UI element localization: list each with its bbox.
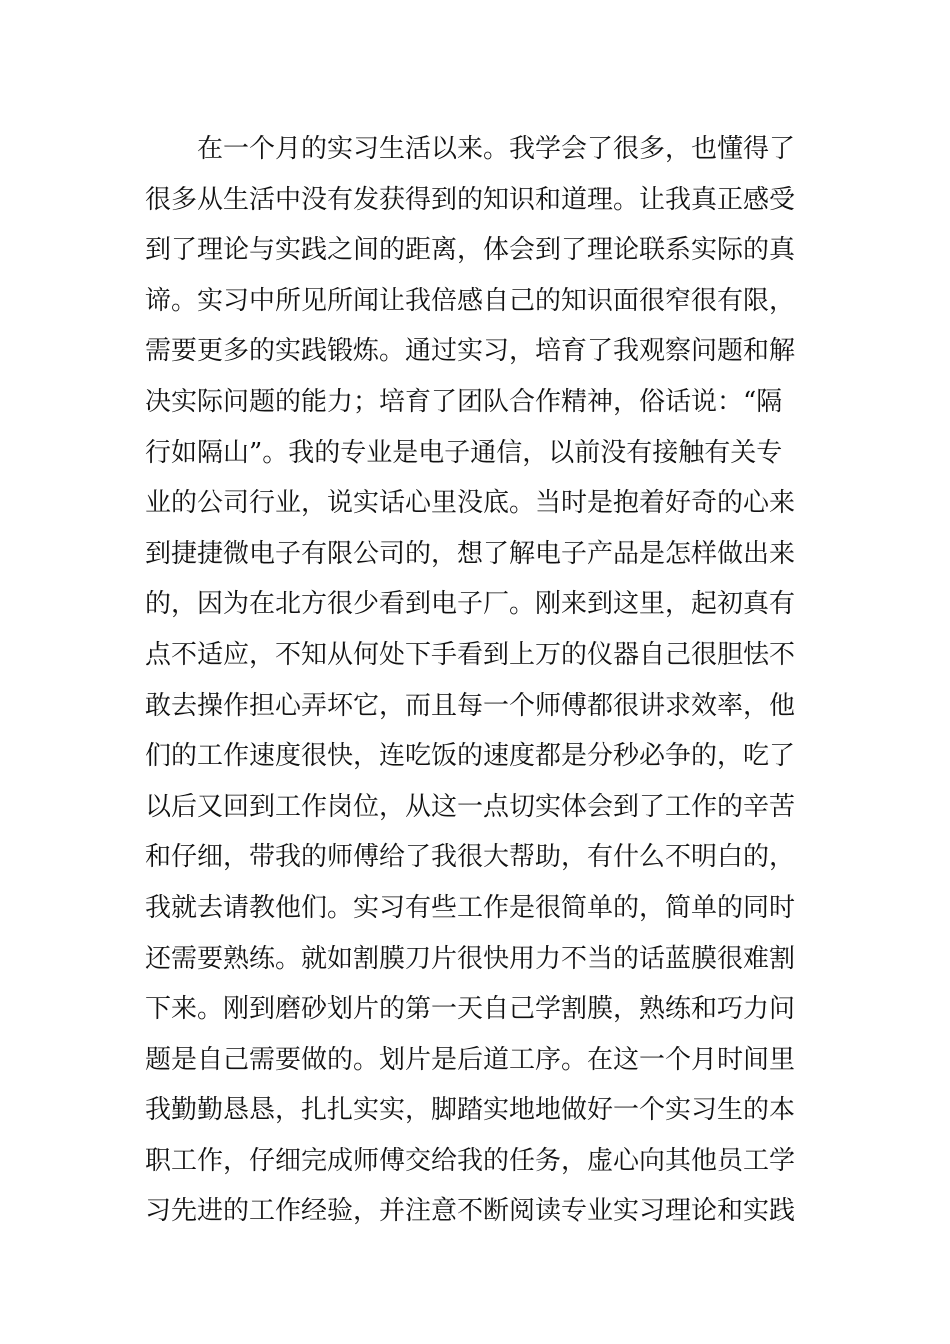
body-paragraph	[145, 124, 807, 1237]
text-line: 到捷捷微电子有限公司的，想了解电子产品是怎样做出来	[145, 538, 796, 569]
text-line: 我勤勤恳恳，扎扎实实，脚踏实地地做好一个实习生的本	[145, 1095, 796, 1126]
text-line: 敢去操作担心弄坏它，而且每一个师傅都很讲求效率，他	[145, 690, 796, 721]
text-line: 题是自己需要做的。划片是后道工序。在这一个月时间里	[145, 1044, 796, 1075]
text-line: 谛。实习中所见所闻让我倍感自己的知识面很窄很有限，	[145, 285, 796, 316]
text-line: 下来。刚到磨砂划片的第一天自己学割膜，熟练和巧力问	[145, 994, 796, 1025]
text-line: 我就去请教他们。实习有些工作是很简单的，简单的同时	[145, 892, 796, 923]
text-line: 到了理论与实践之间的距离，体会到了理论联系实际的真	[145, 235, 796, 266]
text-line: 在一个月的实习生活以来。我学会了很多，也懂得了	[197, 134, 796, 164]
text-line: 职工作，仔细完成师傅交给我的任务，虚心向其他员工学	[145, 1145, 796, 1176]
text-line: 以后又回到工作岗位，从这一点切实体会到了工作的辛苦	[145, 791, 796, 822]
text-line: 需要更多的实践锻炼。通过实习，培育了我观察问题和解	[145, 336, 796, 367]
text-line: 很多从生活中没有发获得到的知识和道理。让我真正感受	[145, 184, 796, 215]
text-line: 业的公司行业，说实话心里没底。当时是抱着好奇的心来	[145, 488, 796, 519]
text-line: 习先进的工作经验，并注意不断阅读专业实习理论和实践	[145, 1196, 796, 1227]
text-line: 和仔细，带我的师傅给了我很大帮助，有什么不明白的，	[145, 842, 796, 873]
text-line: 点不适应，不知从何处下手看到上万的仪器自己很胆怯不	[145, 639, 796, 670]
text-line: 行如隔山”。我的专业是电子通信，以前没有接触有关专	[145, 437, 783, 468]
text-line: 们的工作速度很快，连吃饭的速度都是分秒必争的，吃了	[145, 741, 796, 772]
text-line: 决实际问题的能力；培育了团队合作精神，俗话说：“隔	[145, 386, 783, 417]
text-line: 还需要熟练。就如割膜刀片很快用力不当的话蓝膜很难割	[145, 943, 796, 974]
text-line: 的，因为在北方很少看到电子厂。刚来到这里，起初真有	[145, 589, 796, 620]
